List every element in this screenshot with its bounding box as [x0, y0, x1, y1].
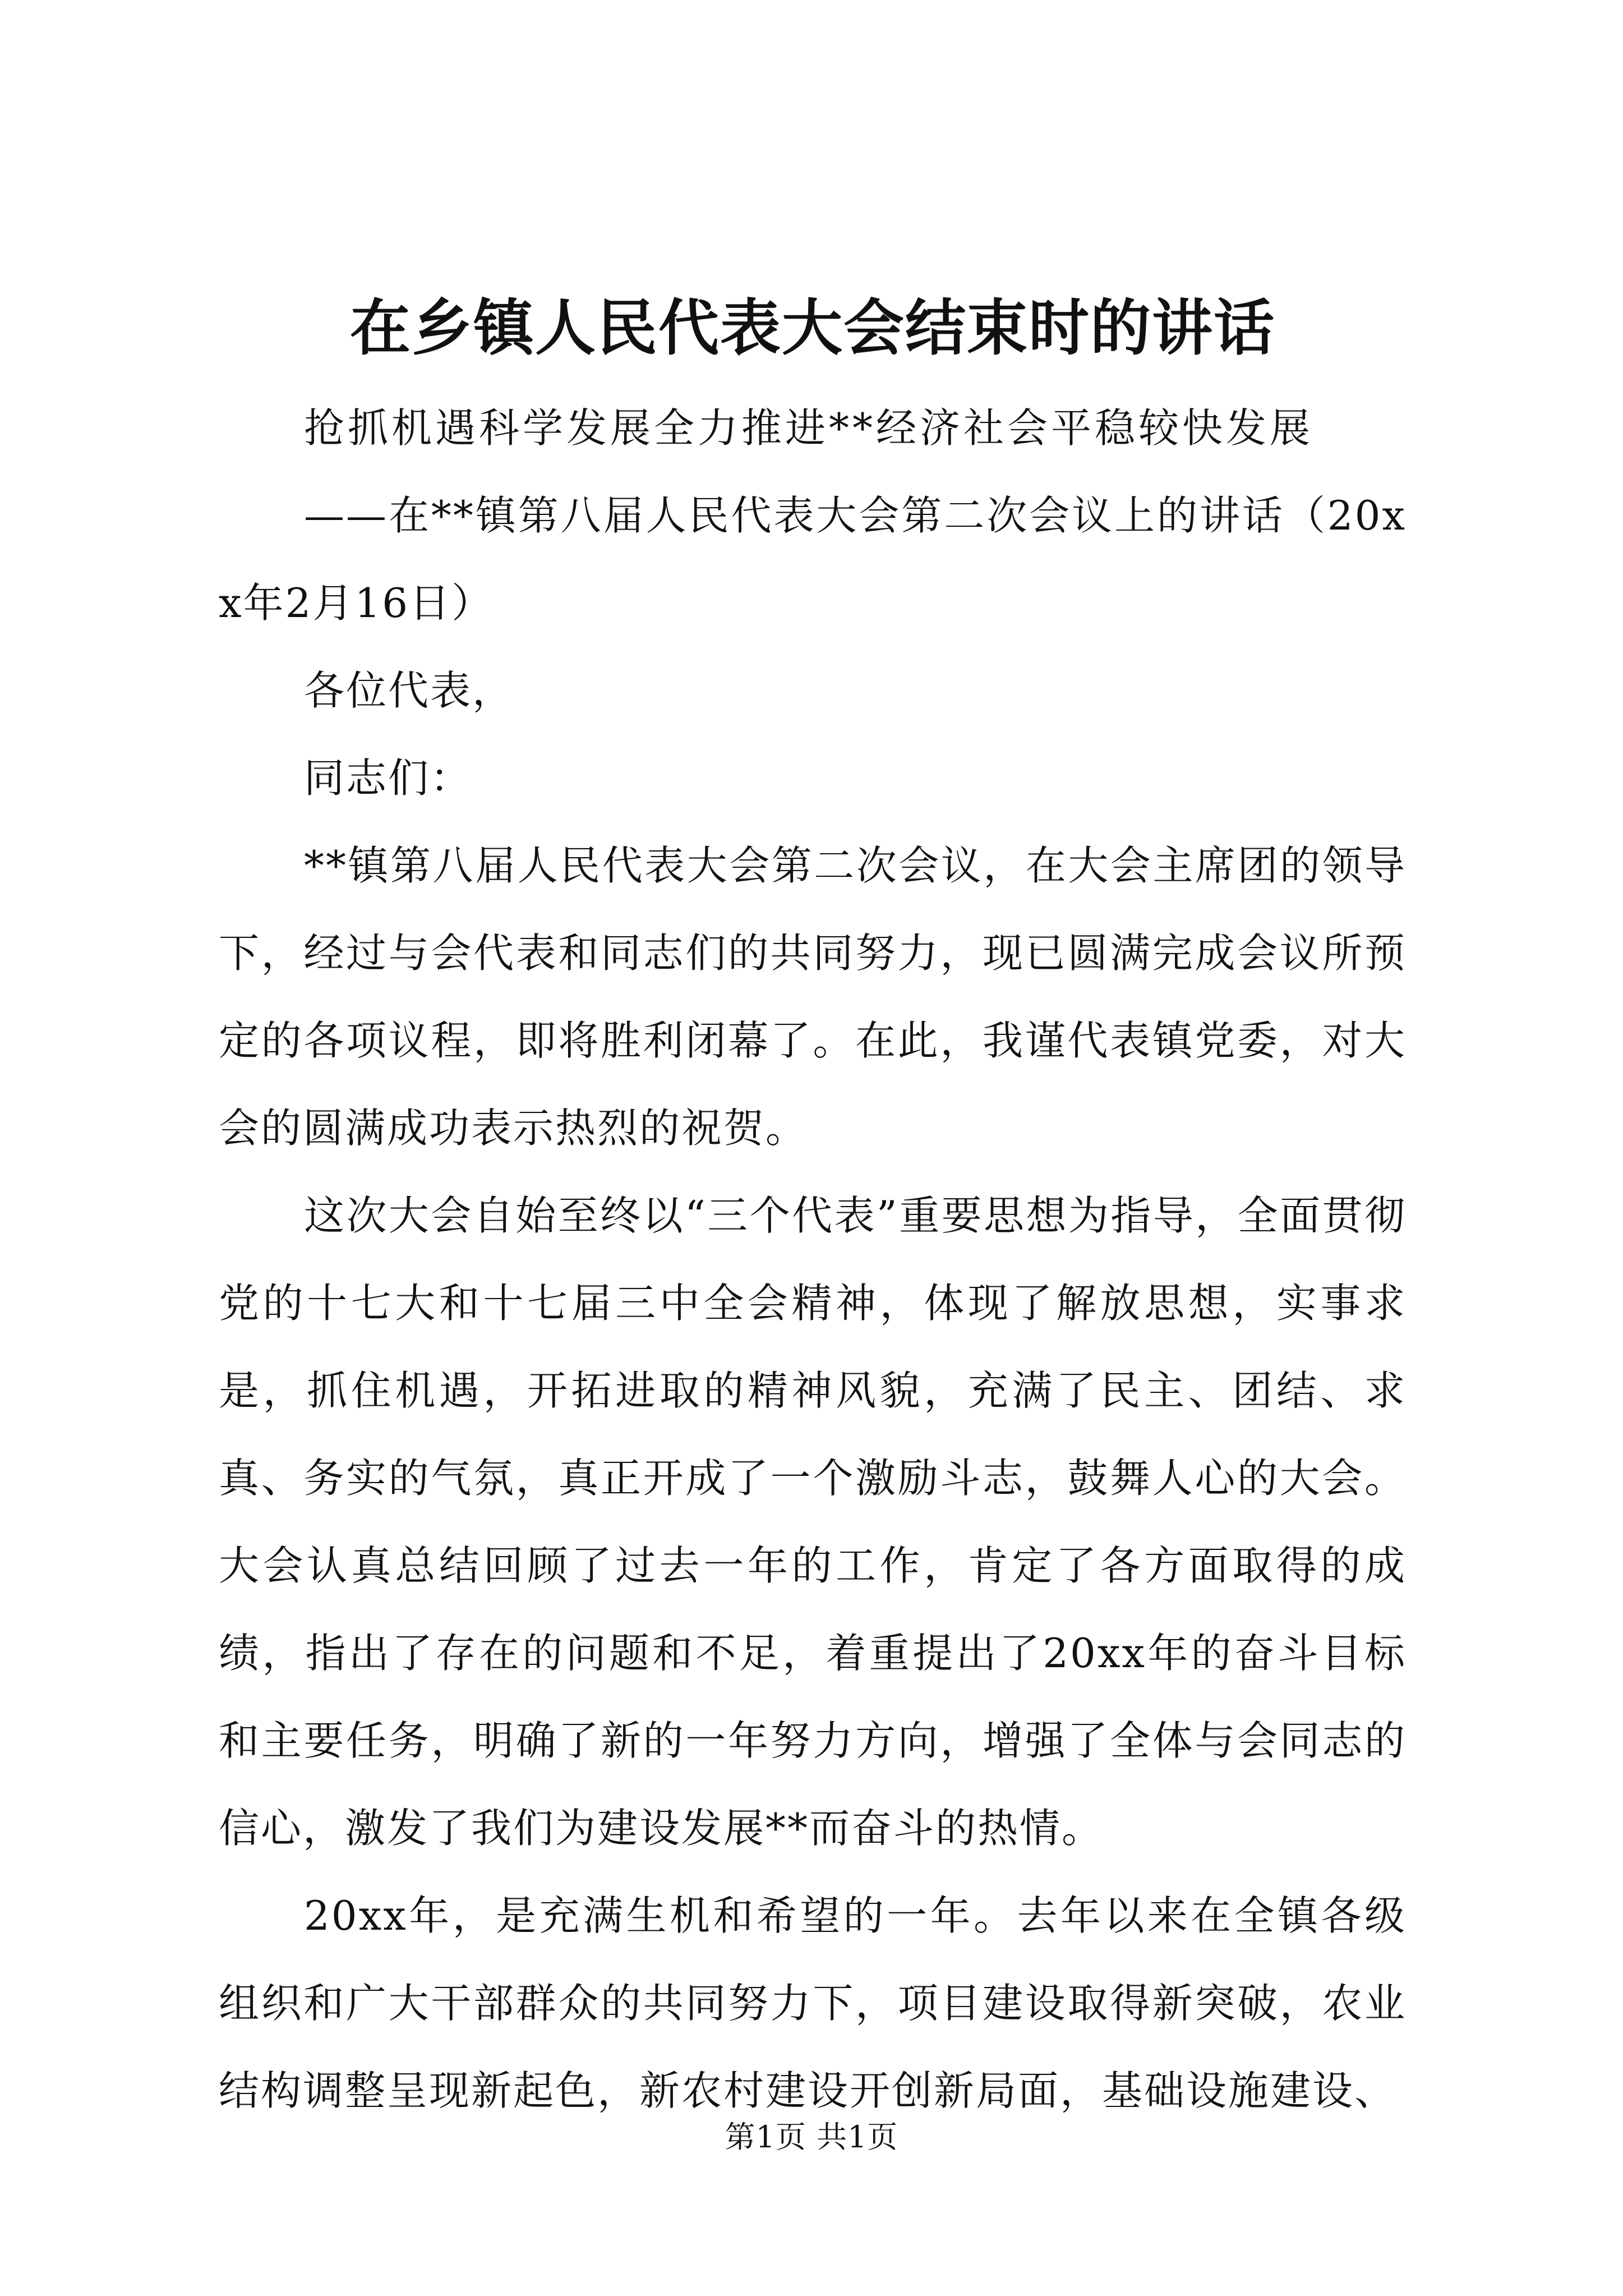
document-body [219, 272, 1407, 2134]
speech-occasion: ——在**镇第八届人民代表大会第二次会议上的讲话（20xx年2月16日） [219, 492, 1407, 627]
salutation-comrades: 同志们： [304, 754, 473, 802]
body-paragraph-3: 20xx年，是充满生机和希望的一年。去年以来在全镇各级组织和广大干部群众的共同努力下，项目建设取得新突破，农业结构调整呈现新起色，新农村建设开创新局面，基础设施建设、 [219, 1892, 1407, 2114]
page-footer [0, 2118, 1623, 2157]
body-paragraph-1: **镇第八届人民代表大会第二次会议，在大会主席团的领导下，经过与会代表和同志们的共同努力，现已圆满完成会议所预定的各项议程，即将胜利闭幕了。在此，我谨代表镇党委，对大会的圆满成功表示热烈的祝贺。 [219, 842, 1407, 1152]
body-paragraph-2: 这次大会自始至终以“三个代表”重要思想为指导，全面贯彻党的十七大和十七届三中全会精神，体现了解放思想，实事求是，抓住机遇，开拓进取的精神风貌，充满了民主、团结、求真、务实的气氛，真正开成了一个激励斗志，鼓舞人心的大会。大会认真总结回顾了过去一年的工作，肯定了各方面取得的成绩，指出了存在的问题和不足，着重提出了20xx年的奋斗目标和主要任务，明确了新的一年努力方向，增强了全体与会同志的信心，激发了我们为建设发展**而奋斗的热情。 [219, 1192, 1407, 1852]
document-title: 在乡镇人民代表大会结束时的讲话 [349, 293, 1275, 364]
speech-subtitle: 抢抓机遇科学发展全力推进**经济社会平稳较快发展 [304, 404, 1314, 452]
page-number-label: 第1页 共1页 [725, 2119, 898, 2155]
salutation-delegates: 各位代表， [304, 667, 515, 714]
